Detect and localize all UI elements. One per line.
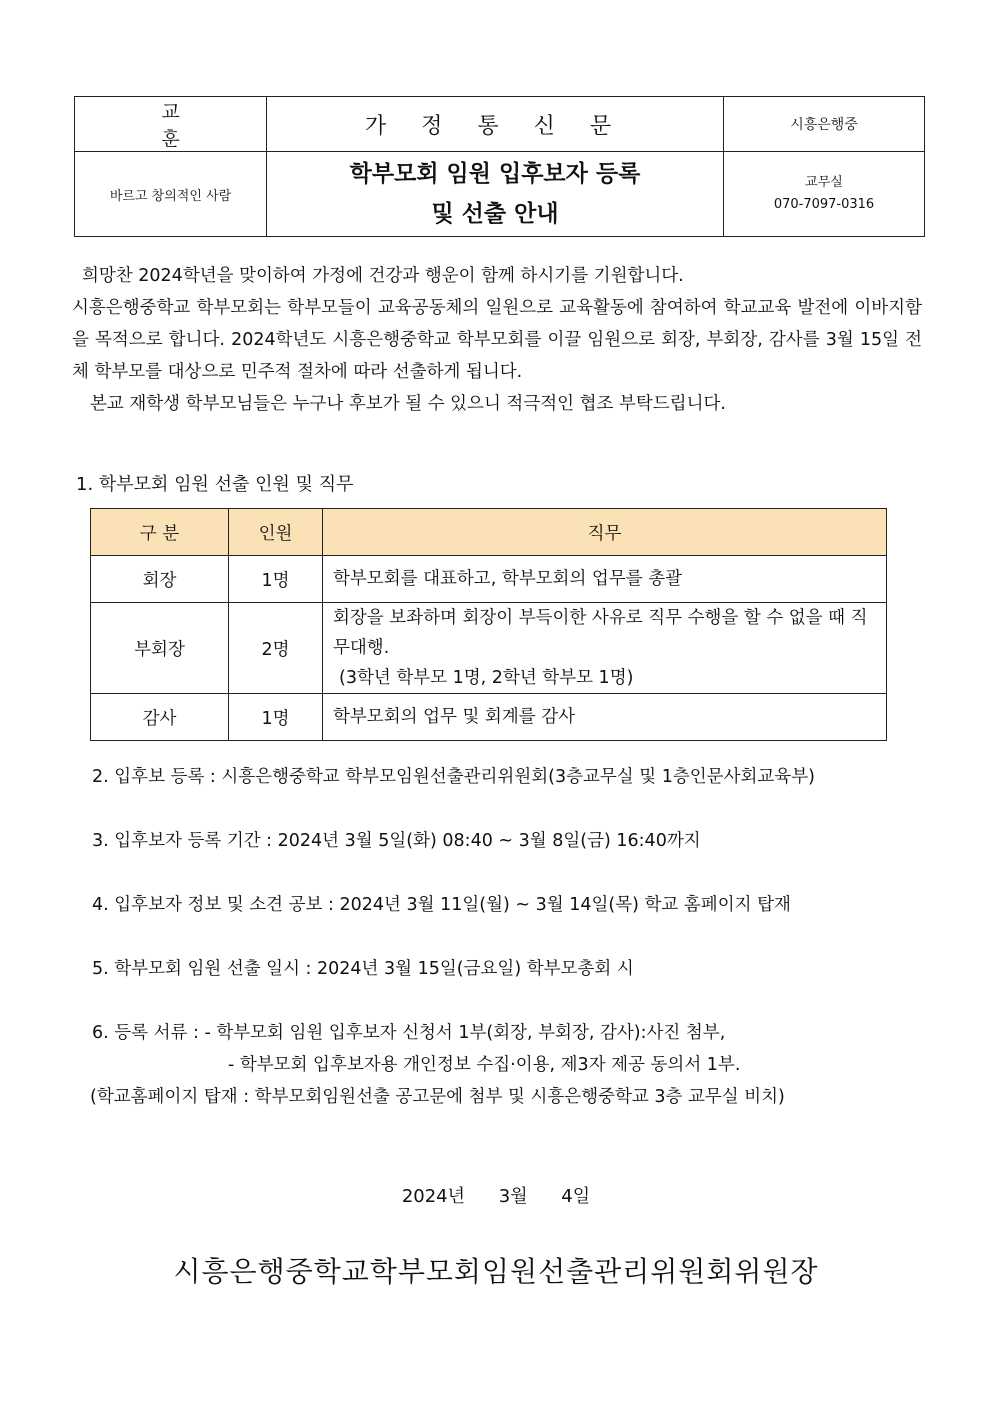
role-cell: 회장 — [91, 556, 229, 603]
intro-text — [72, 260, 922, 420]
count-cell: 2명 — [229, 603, 323, 694]
column-header-role: 구 분 — [91, 509, 229, 556]
count-cell: 1명 — [229, 694, 323, 741]
intro-paragraph-1: 희망찬 2024학년을 맞이하여 가정에 건강과 행운이 함께 하시기를 기원합니다. — [82, 266, 684, 286]
office-name: 교무실 — [805, 175, 843, 190]
intro-paragraph-2: 시흥은행중학교 학부모회는 학부모들이 교육공동체의 일원으로 교육활동에 참여하여 학교교육 발전에 이바지함을 목적으로 합니다. 2024학년도 시흥은행중학교 학부모회를 이끌 임원으로 회장, 부회장, 감사를 3월 15일 전체 학부모를 대상으로 민주적 절차에 따라 선출하게 됩니다. — [72, 298, 922, 382]
duty-note: (3학년 학부모 1명, 2학년 학부모 1명) — [339, 668, 634, 688]
section-1-title: 1. 학부모회 임원 선출 인원 및 직무 — [76, 474, 354, 495]
table-row — [91, 556, 887, 603]
item-registration-place: 2. 입후보 등록 : 시흥은행중학교 학부모임원선출관리위원회(3층교무실 및 1층인문사회교육부) — [92, 767, 815, 787]
office-contact — [724, 152, 925, 237]
column-header-duty: 직무 — [323, 509, 887, 556]
duty-text: 회장을 보좌하며 회장이 부득이한 사유로 직무 수행을 할 수 없을 때 직무대행. — [333, 608, 868, 658]
item-documents-line-1: 6. 등록 서류 : - 학부모회 임원 입후보자 신청서 1부(회장, 부회장, 감사):사진 첨부, — [92, 1023, 726, 1043]
table-row — [91, 603, 887, 694]
header-table — [74, 96, 925, 237]
title-line-2: 및 선출 안내 — [431, 201, 559, 227]
doc-type: 가 정 통 신 문 — [267, 97, 724, 152]
table-row — [91, 694, 887, 741]
duty-cell: 학부모회의 업무 및 회계를 감사 — [323, 694, 887, 741]
item-documents-line-2: - 학부모회 입후보자용 개인정보 수집·이용, 제3자 제공 동의서 1부. — [228, 1055, 741, 1075]
column-header-count: 인원 — [229, 509, 323, 556]
office-phone: 070-7097-0316 — [773, 197, 875, 212]
item-registration-period: 3. 입후보자 등록 기간 : 2024년 3월 5일(화) 08:40 ~ 3월 8일(금) 16:40까지 — [92, 831, 701, 851]
document-title — [267, 152, 724, 237]
item-election-date: 5. 학부모회 임원 선출 일시 : 2024년 3월 15일(금요일) 학부모총회 시 — [92, 959, 634, 979]
school-name: 시흥은행중 — [724, 97, 925, 152]
issue-date: 2024년 3월 4일 — [401, 1186, 591, 1207]
role-cell: 감사 — [91, 694, 229, 741]
officer-duty-table — [90, 508, 887, 741]
duty-cell — [323, 603, 887, 694]
item-candidate-info: 4. 입후보자 정보 및 소견 공보 : 2024년 3월 11일(월) ~ 3월 14일(목) 학교 홈페이지 탑재 — [92, 895, 791, 915]
motto-label: 교 훈 — [75, 97, 267, 152]
duty-cell: 학부모회를 대표하고, 학부모회의 업무를 총괄 — [323, 556, 887, 603]
title-line-1: 학부모회 임원 입후보자 등록 — [349, 161, 641, 187]
school-motto: 바르고 창의적인 사람 — [75, 152, 267, 237]
role-cell: 부회장 — [91, 603, 229, 694]
intro-paragraph-3: 본교 재학생 학부모님들은 누구나 후보가 될 수 있으니 적극적인 협조 부탁드립니다. — [90, 394, 726, 414]
signer: 시흥은행중학교학부모회임원선출관리위원회위원장 — [173, 1255, 819, 1288]
item-documents-note: (학교홈페이지 탑재 : 학부모회임원선출 공고문에 첨부 및 시흥은행중학교 3층 교무실 비치) — [90, 1087, 785, 1107]
count-cell: 1명 — [229, 556, 323, 603]
